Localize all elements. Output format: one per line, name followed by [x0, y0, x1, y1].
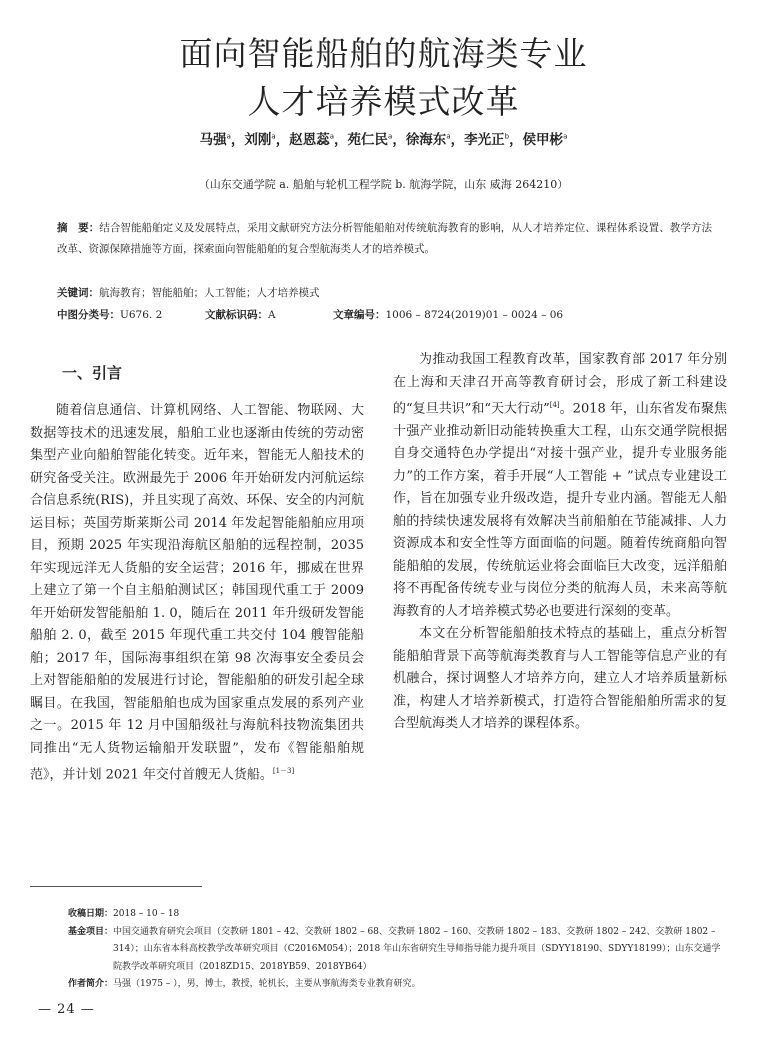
author-affiliation-mark: b [504, 132, 510, 141]
intro-paragraph [30, 400, 364, 787]
doc-label: 文献标识码： [205, 309, 268, 321]
received-label: 收稿日期： [68, 909, 114, 919]
doc-value: A [268, 309, 276, 321]
author-name: 马强 [199, 132, 227, 148]
abstract-label: 摘 要： [57, 222, 100, 234]
author-name: 赵恩蕊 [289, 132, 330, 148]
keywords-text: 航海教育；智能船舶；人工智能；人才培养模式 [99, 287, 320, 299]
footnote-divider [30, 886, 202, 887]
fund-projects [68, 924, 728, 977]
affiliation: （山东交通学院 a. 船舶与轮机工程学院 b. 航海学院，山东 威海 264210） [198, 178, 569, 191]
keywords-label: 关键词： [57, 287, 99, 299]
footnotes [68, 906, 728, 994]
reform-paragraph [393, 349, 727, 623]
clc-label: 中图分类号： [57, 309, 120, 321]
document-code [205, 307, 333, 322]
article-title-line-1: 面向智能船舶的航海类专业 [179, 34, 588, 74]
author-affiliation-mark: a [329, 132, 335, 141]
received-date [68, 906, 728, 924]
keywords [57, 285, 717, 300]
classification-row [57, 307, 717, 322]
section-heading-introduction: 一、引言 [62, 364, 123, 382]
right-column [393, 349, 727, 736]
abstract [57, 218, 712, 259]
reform-paragraph-text-b: 。2018 年，山东省发布聚焦十强产业推动新旧动能转换重大工程，山东交通学院根据自身交通特色办学提出“对接十强产业，提升专业服务能力”的工作方案，着手开展“人工智能 + ”试点专业建设工作，旨在加强专业升级改造，提升专业内涵。智能无人船舶的持续快速发展将有效解决当前船舶在节能减排、人力资源成本和安全性等方面面临的问题。随着传统商船向智能船舶的发展，传统航运业将会面临巨大改变，远洋船舶将不再配备传统专业与岗位分类的航海人员，未来高等航海教育的人才培养模式势必也要进行深刻的变革。 [393, 401, 727, 619]
author-bio [68, 976, 728, 994]
page-number: — 24 — [38, 1002, 95, 1017]
author-name: 侯甲彬 [522, 132, 564, 148]
author-affiliation-mark: a [226, 132, 231, 141]
author-name: 刘刚 [244, 132, 272, 148]
author-name: 李光正 [464, 132, 505, 148]
author-affiliation-mark: a [388, 132, 393, 141]
article-number [333, 309, 563, 321]
fund-label: 基金项目： [68, 926, 114, 937]
clc-number [57, 307, 205, 322]
author-name: 苑仁民 [347, 132, 389, 148]
received-value: 2018 – 10 – 18 [113, 909, 180, 919]
left-column [30, 400, 364, 787]
author-affiliation-mark: a [271, 132, 276, 141]
citation: [1－3] [272, 767, 295, 775]
author-affiliation-mark: a [563, 132, 568, 141]
article-label: 文章编号： [333, 309, 386, 321]
author-affiliation-mark: a [446, 132, 451, 141]
fund-value: 中国交通教育研究会项目（交教研 1801 – 42、交教研 1802 – 68、交教研 1802 – 160、交教研 1802 – 183、交教研 1802 – 242、交教研 1802 – 314）；山东省本科高校教学改革研究项目（C2016M054）；2018 年山东省研究生导师指导能力提升项目（SDYY18190、SDYY18199）；山东交通学院教学改革研究项目（2018ZD15、2018YB59、2018YB64） [113, 926, 721, 972]
purpose-paragraph: 本文在分析智能船舶技术特点的基础上，重点分析智能船舶背景下高等航海类教育与人工智能等信息产业的有机融合，探讨调整人才培养方向，建立人才培养质量新标准，构建人才培养新模式，打造符合智能船舶所需求的复合型航海类人才培养的课程体系。 [393, 626, 727, 732]
reform-paragraph-text-a: 为推动我国工程教育改革，国家教育部 2017 年分别在上海和天津召开高等教育研讨会，形成了新工科建设的“复旦共识”和“天大行动” [393, 352, 727, 417]
article-value: 1006 – 8724(2019)01 – 0024 – 06 [385, 309, 564, 321]
clc-value: U676. 2 [120, 309, 163, 321]
article-title [0, 30, 767, 126]
abstract-text: 结合智能船舶定义及发展特点，采用文献研究方法分析智能船舶对传统航海教育的影响，从人才培养定位、课程体系设置、教学方法改革、资源保障措施等方面，探索面向智能船舶的复合型航海类人才的培养模式。 [57, 222, 713, 255]
intro-paragraph-text: 随着信息通信、计算机网络、人工智能、物联网、大数据等技术的迅速发展，船舶工业也逐渐由传统的劳动密集型产业向船舶智能化转变。近年来，智能无人船技术的研究备受关注。欧洲最先于 2006 年开始研发内河航运综合信息系统(RIS)，并且实现了高效、环保、安全的内河航运目标；英国劳斯莱斯公司 2014 年发起智能船舶应用项目，预期 2025 年实现沿海航区船舶的远程控制，2035 年实现远洋无人货船的安全运营；2016 年，挪威在世界上建立了第一个自主船舶测试区；韩国现代重工于 2009 年开始研发智能船舶 1. 0，随后在 2011 年升级研发智能船舶 2. 0，截至 2015 年现代重工共交付 104 艘智能船舶；2017 年，国际海事组织在第 98 次海事安全委员会上对智能船舶的发展进行讨论，智能船舶的研发引起全球瞩目。在我国，智能船舶也成为国家重点发展的系列产业之一。2015 年 12 月中国船级社与海航科技物流集团共同推出“无人货物运输船开发联盟”，发布《智能船舶规范》，并计划 2021 年交付首艘无人货船。 [30, 403, 364, 783]
citation: [4] [549, 401, 560, 409]
author-bio-value: 马强（1975 – ），男，博士，教授，轮机长，主要从事航海类专业教育研究。 [113, 979, 421, 989]
article-title-line-2: 人才培养模式改革 [247, 82, 520, 122]
author-list: 马强$^a$，刘刚$^a$，赵恩蕊$^a$，苑仁民$^a$，徐海东$^a$，李光正$^b$，侯甲彬$^a$ [199, 132, 568, 148]
author-name: 徐海东 [405, 132, 447, 148]
author-bio-label: 作者简介： [68, 979, 114, 989]
